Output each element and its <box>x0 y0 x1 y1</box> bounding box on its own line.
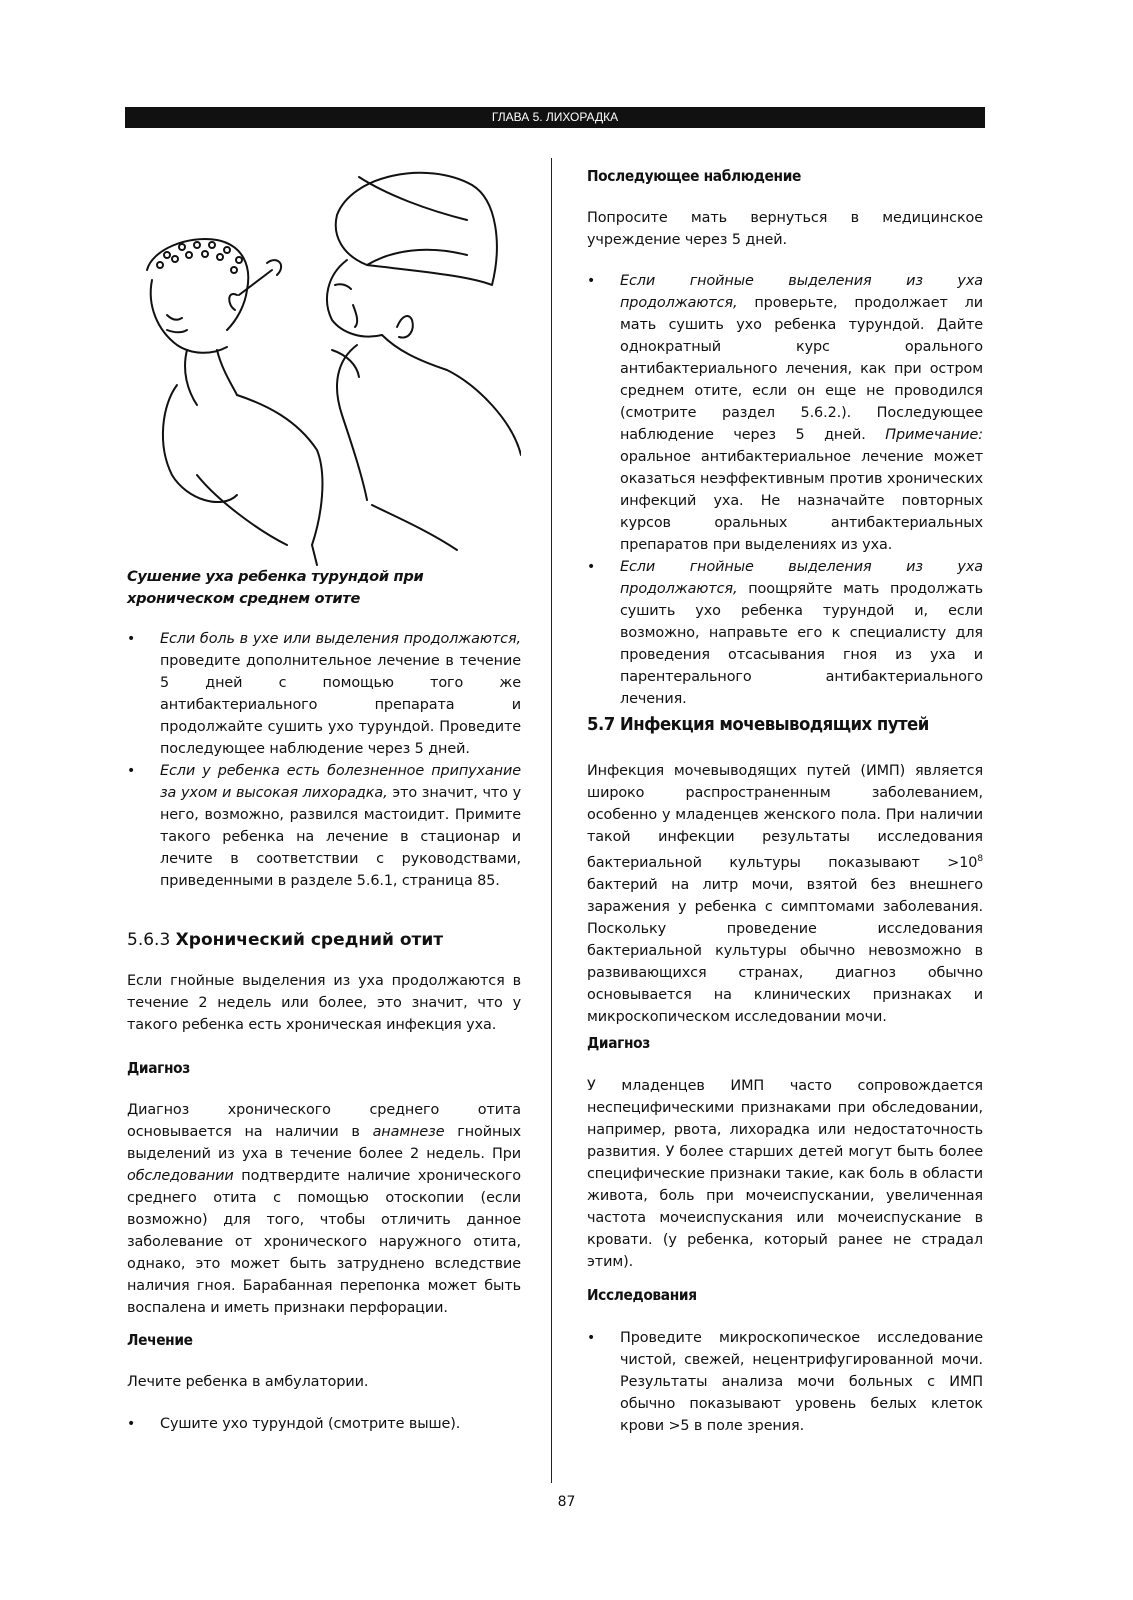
right-bullet-list <box>587 270 983 710</box>
diagnosis-heading: Диагноз <box>127 1059 190 1077</box>
diagnosis-paragraph: Диагноз хронического среднего отита основывается на наличии в анамнезе гнойных выделений из уха в течение более 2 недель. При обследовании подтвердите наличие хронического среднего отита с помощью отоскопии (если возможно) для того, чтобы отличить данное заболевание от хронического наружного отита, однако, это может быть затруднено вследствие наличия гноя. Барабанная перепонка может быть воспалена и иметь признаки перфорации. <box>127 1102 521 1316</box>
treatment-text: Лечите ребенка в амбулатории. <box>127 1374 369 1390</box>
page-number: 87 <box>557 1494 576 1510</box>
list-item <box>127 1413 521 1435</box>
followup-heading: Последующее наблюдение <box>587 167 802 185</box>
column-divider <box>551 158 552 1483</box>
bullet-text: Сушите ухо турундой (смотрите выше). <box>160 1416 461 1432</box>
bullet-text: проведите дополнительное лечение в течение 5 дней с помощью того же антибактериального препарата и продолжайте сушить ухо турундой. Проведите последующее наблюдение через 5 дней. <box>160 653 521 757</box>
chapter-header-bar: ГЛАВА 5. ЛИХОРАДКА <box>125 107 985 128</box>
figure-caption: Сушение уха ребенка турундой при хроническом среднем отите <box>127 568 424 607</box>
bullet-italic: Если боль в ухе или выделения продолжаются, <box>160 631 521 647</box>
ear-wicking-illustration <box>127 155 521 570</box>
uti-diagnosis-text: У младенцев ИМП часто сопровождается неспецифическими признаками при обследовании, например, рвота, лихорадка или недостаточность развития. У более старших детей могут быть более специфические признаки такие, как боль в области живота, боль при мочеиспускании, увеличенная частота мочеиспускания или мочеиспускание в кровати. (у ребенка, который ранее не страдал этим). <box>587 1078 983 1270</box>
list-item: • Если гнойные выделения из уха продолжаются, поощряйте мать продолжать сушить ухо ребенка турундой и, если возможно, направьте его к специалисту для проведения отсасывания гноя из уха и парентерального антибактериального лечения. <box>587 556 983 710</box>
section-number: 5.6.3 <box>127 930 171 950</box>
bullet-text: Проведите микроскопическое исследование чистой, свежей, нецентрифугированной мочи. Результаты анализа мочи больных с ИМП обычно показывают уровень белых клеток крови >5 в поле зрения. <box>620 1330 983 1434</box>
list-item: • Если гнойные выделения из уха продолжаются, проверьте, продолжает ли мать сушить ухо ребенка турундой. Дайте однократный курс орального антибактериального лечения, как при остром среднем отите, если он еще не проводился (смотрите раздел 5.6.2.). Последующее наблюдение через 5 дней. Примечание: оральное антибактериальное лечение может оказаться неэффективным против хронических инфекций уха. Не назначайте повторных курсов оральных антибактериальных препаратов при выделениях из уха. <box>587 270 983 556</box>
followup-text: Попросите мать вернуться в медицинское учреждение через 5 дней. <box>587 210 983 248</box>
bullet-dot: • <box>127 763 136 779</box>
list-item <box>127 760 521 892</box>
treatment-heading: Лечение <box>127 1331 193 1349</box>
investigations-heading: Исследования <box>587 1286 697 1304</box>
left-bullet-list <box>127 628 521 892</box>
bullet-dot: • <box>127 631 136 647</box>
bullet-dot: • <box>587 1330 596 1346</box>
bullet-text: это значит, что у него, возможно, развился мастоидит. Примите такого ребенка на лечение в стационар и лечите в соответствии с руководствами, приведенными в разделе 5.6.1, страница 85. <box>160 785 521 889</box>
uti-diagnosis-heading: Диагноз <box>587 1034 650 1052</box>
section-heading-5-7: 5.7 Инфекция мочевыводящих путей <box>587 714 929 735</box>
list-item <box>587 1327 983 1437</box>
chronic-otitis-intro: Если гнойные выделения из уха продолжаются в течение 2 недель или более, это значит, что у такого ребенка есть хроническая инфекция уха. <box>127 973 521 1033</box>
bullet-dot: • <box>587 559 596 575</box>
section-title: Хронический средний отит <box>175 930 444 950</box>
uti-paragraph: Инфекция мочевыводящих путей (ИМП) является широко распространенным заболеванием, особенно у младенцев женского пола. При наличии такой инфекции результаты исследования бактериальной культуры показывают $>10^8$ бактерий на литр мочи, взятой без внешнего заражения у ребенка с симптомами заболевания. Поскольку проведение исследования бактериальной культуры обычно невозможно в развивающихся странах, диагноз обычно основывается на клинических признаках и микроскопическом исследовании мочи. <box>587 763 983 1025</box>
bullet-dot: • <box>127 1416 136 1432</box>
section-heading-5-6-3 <box>127 928 521 952</box>
bullet-dot: • <box>587 273 596 289</box>
bullet-italic: Если у ребенка есть болезненное припухание за ухом и высокая лихорадка, <box>160 763 521 801</box>
list-item <box>127 628 521 760</box>
